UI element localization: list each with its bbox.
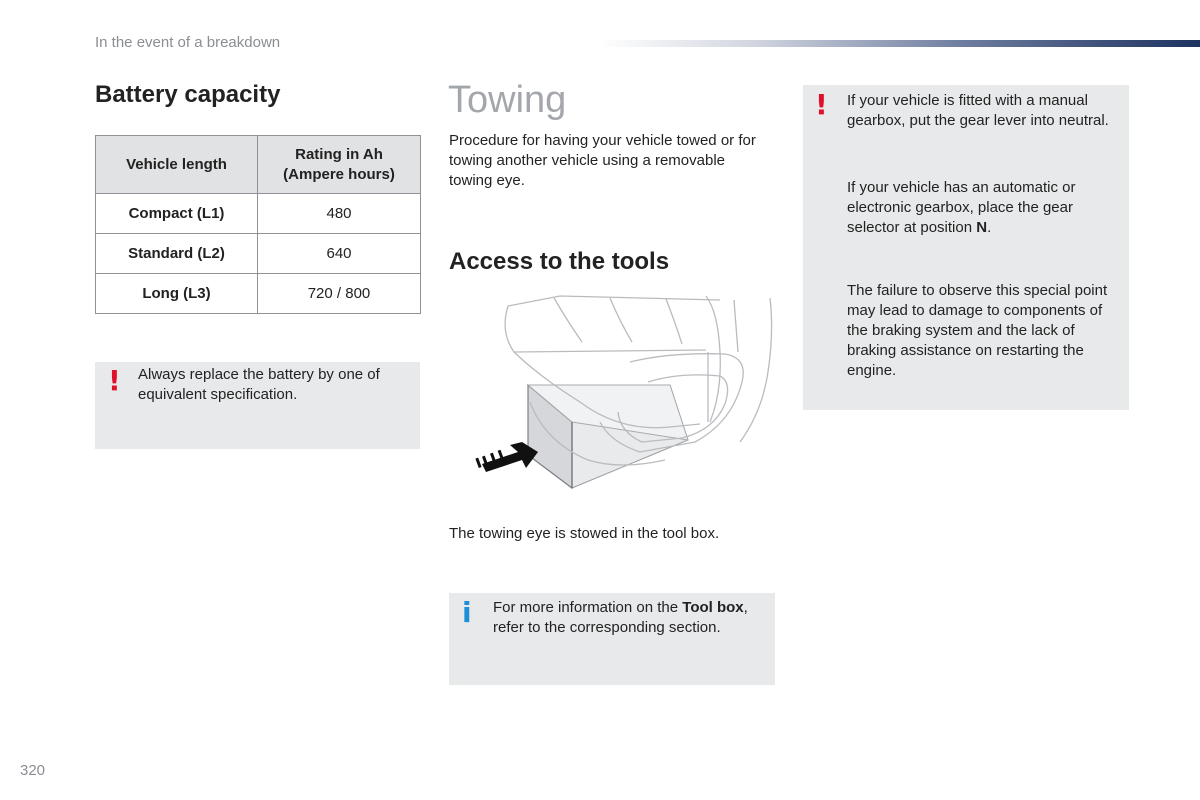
automatic-gearbox-before: If your vehicle has an automatic or electronic gearbox, place the gear selector at position — [847, 179, 1076, 236]
table-row — [96, 274, 421, 314]
info-text-bold: Tool box — [682, 599, 744, 616]
battery-capacity-heading: Battery capacity — [95, 81, 281, 108]
section-header: In the event of a breakdown — [95, 34, 281, 51]
table-header-vehicle-length: Vehicle length — [96, 136, 258, 194]
battery-capacity-table — [95, 135, 421, 314]
gearbox-warning-box — [803, 85, 1129, 410]
automatic-gearbox-text — [847, 178, 1122, 238]
gear-position-n: N — [976, 219, 988, 236]
rating-header-text: Rating in Ah (Ampere hours) — [283, 145, 395, 183]
table-cell-length: Long (L3) — [96, 274, 258, 314]
manual-gearbox-text: If your vehicle is fitted with a manual gearbox, put the gear lever into neutral. — [847, 92, 1109, 129]
header-gradient-bar — [600, 40, 1200, 47]
table-cell-length: Compact (L1) — [96, 194, 258, 234]
battery-warning-text: Always replace the battery by one of equivalent specification. — [138, 366, 380, 403]
tool-box-info-text — [493, 598, 768, 638]
page-number: 320 — [20, 762, 46, 779]
exclamation-icon: ! — [815, 88, 828, 121]
info-icon: i — [462, 596, 472, 629]
towing-eye-stowed-text: The towing eye is stowed in the tool box. — [449, 525, 720, 542]
info-text-after: , refer to the corresponding section. — [493, 599, 748, 636]
battery-warning-box — [95, 362, 420, 449]
table-header-rating — [258, 136, 421, 194]
towing-intro-text: Procedure for having your vehicle towed or for towing another vehicle using a removable towing eye. — [449, 132, 756, 189]
exclamation-icon: ! — [108, 364, 121, 397]
tool-box-info-box — [449, 593, 775, 685]
table-row — [96, 194, 421, 234]
braking-damage-warning-text: The failure to observe this special point may lead to damage to components of the braking system and the lack of braking assistance on restarting the engine. — [847, 282, 1108, 379]
tool-box-under-seat-illustration — [470, 292, 780, 492]
table-header-row — [96, 136, 421, 194]
table-row — [96, 234, 421, 274]
table-cell-length: Standard (L2) — [96, 234, 258, 274]
table-cell-rating: 640 — [258, 234, 421, 274]
automatic-gearbox-after: . — [987, 219, 992, 236]
access-tools-heading: Access to the tools — [449, 248, 670, 275]
table-cell-rating: 480 — [258, 194, 421, 234]
towing-title: Towing — [448, 79, 567, 121]
info-text-before: For more information on the — [493, 599, 683, 616]
table-cell-rating: 720 / 800 — [258, 274, 421, 314]
